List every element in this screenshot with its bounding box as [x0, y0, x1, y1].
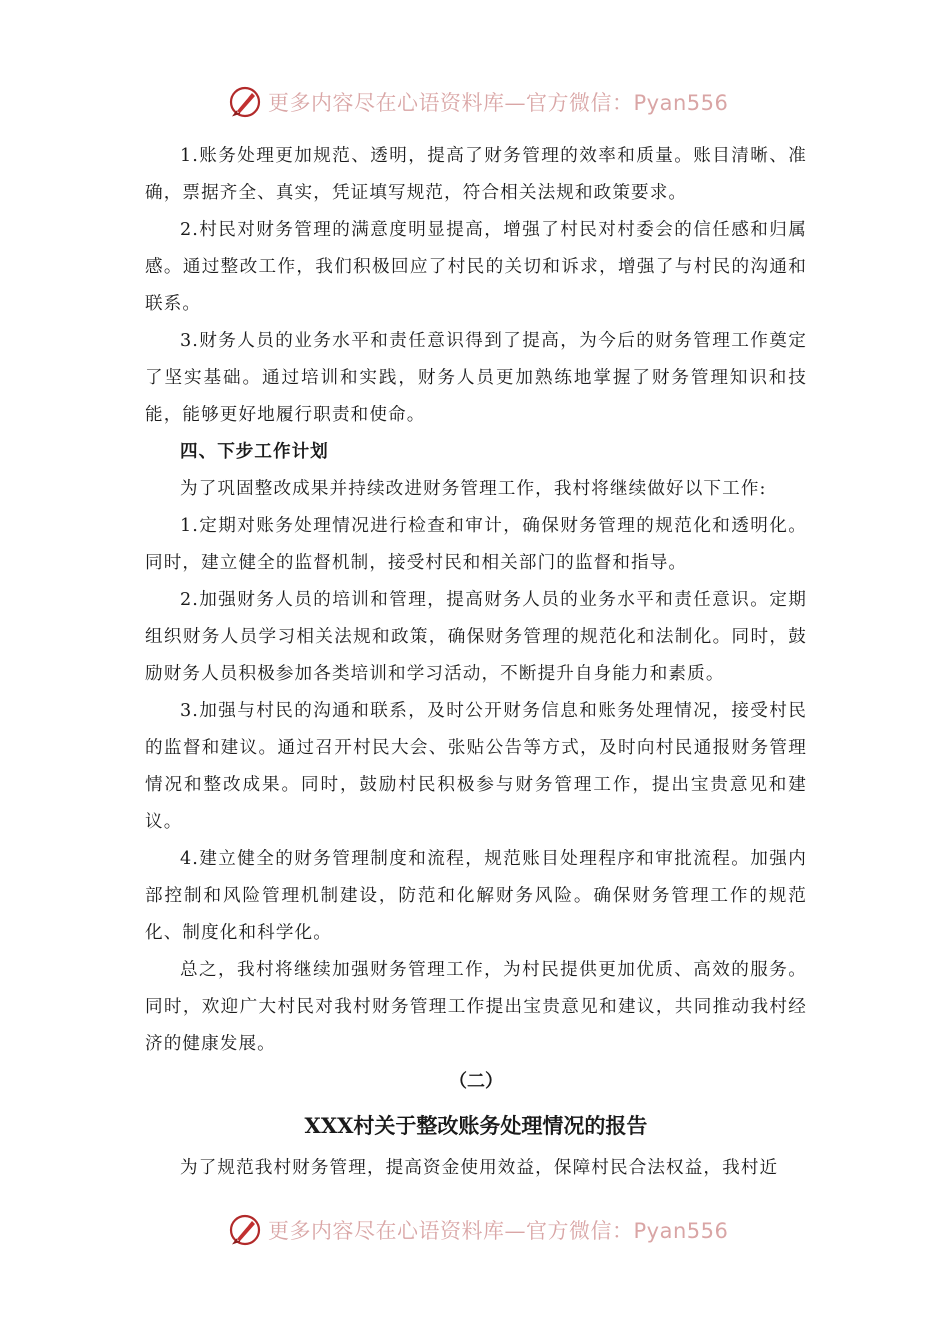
footer-watermark-banner [228, 1212, 748, 1248]
plan-item-1: 1.定期对账务处理情况进行检查和审计，确保财务管理的规范化和透明化。同时，建立健全的监督机制，接受村民和相关部门的监督和指导。 [145, 516, 807, 573]
paragraph-result-2: 2.村民对财务管理的满意度明显提高，增强了村民对村委会的信任感和归属感。通过整改工作，我们积极回应了村民的关切和诉求，增强了与村民的沟通和联系。 [145, 220, 807, 314]
plan-item-4: 4.建立健全的财务管理制度和流程，规范账目处理程序和审批流程。加强内部控制和风险管理机制建设，防范和化解财务风险。确保财务管理工作的规范化、制度化和科学化。 [145, 849, 807, 943]
paragraph-result-1: 1.账务处理更加规范、透明，提高了财务管理的效率和质量。账目清晰、准确，票据齐全、真实，凭证填写规范，符合相关法规和政策要求。 [145, 146, 807, 203]
header-watermark-banner [228, 84, 748, 120]
plan-item-3: 3.加强与村民的沟通和联系，及时公开财务信息和账务处理情况，接受村民的监督和建议。通过召开村民大会、张贴公告等方式，及时向村民通报财务管理情况和整改成果。同时，鼓励村民积极参与财务管理工作，提出宝贵意见和建议。 [145, 701, 807, 832]
plan-item-2: 2.加强财务人员的培训和管理，提高财务人员的业务水平和责任意识。定期组织财务人员学习相关法规和政策，确保财务管理的规范化和法制化。同时，鼓励财务人员积极参加各类培训和学习活动，不断提升自身能力和素质。 [145, 590, 807, 684]
conclusion-paragraph: 总之，我村将继续加强财务管理工作，为村民提供更加优质、高效的服务。同时，欢迎广大村民对我村财务管理工作提出宝贵意见和建议，共同推动我村经济的健康发展。 [145, 960, 807, 1054]
quill-logo-icon [228, 1213, 262, 1247]
part-marker: （二） [449, 1071, 503, 1092]
banner-handle: Pyan556 [633, 1219, 729, 1243]
banner-text: 更多内容尽在心语资料库—官方微信： [268, 1219, 634, 1243]
report-title: XXX村关于整改账务处理情况的报告 [304, 1113, 648, 1138]
document-body [145, 138, 807, 1187]
paragraph-result-3: 3.财务人员的业务水平和责任意识得到了提高，为今后的财务管理工作奠定了坚实基础。通过培训和实践，财务人员更加熟练地掌握了财务管理知识和技能，能够更好地履行职责和使命。 [145, 331, 807, 425]
banner-text: 更多内容尽在心语资料库—官方微信： [268, 91, 634, 115]
section-intro: 为了巩固整改成果并持续改进财务管理工作，我村将继续做好以下工作: [180, 479, 767, 499]
report-opening: 为了规范我村财务管理，提高资金使用效益，保障村民合法权益，我村近 [180, 1158, 779, 1178]
banner-handle: Pyan556 [633, 91, 729, 115]
section-heading: 四、下步工作计划 [180, 442, 329, 462]
quill-logo-icon [228, 85, 262, 119]
